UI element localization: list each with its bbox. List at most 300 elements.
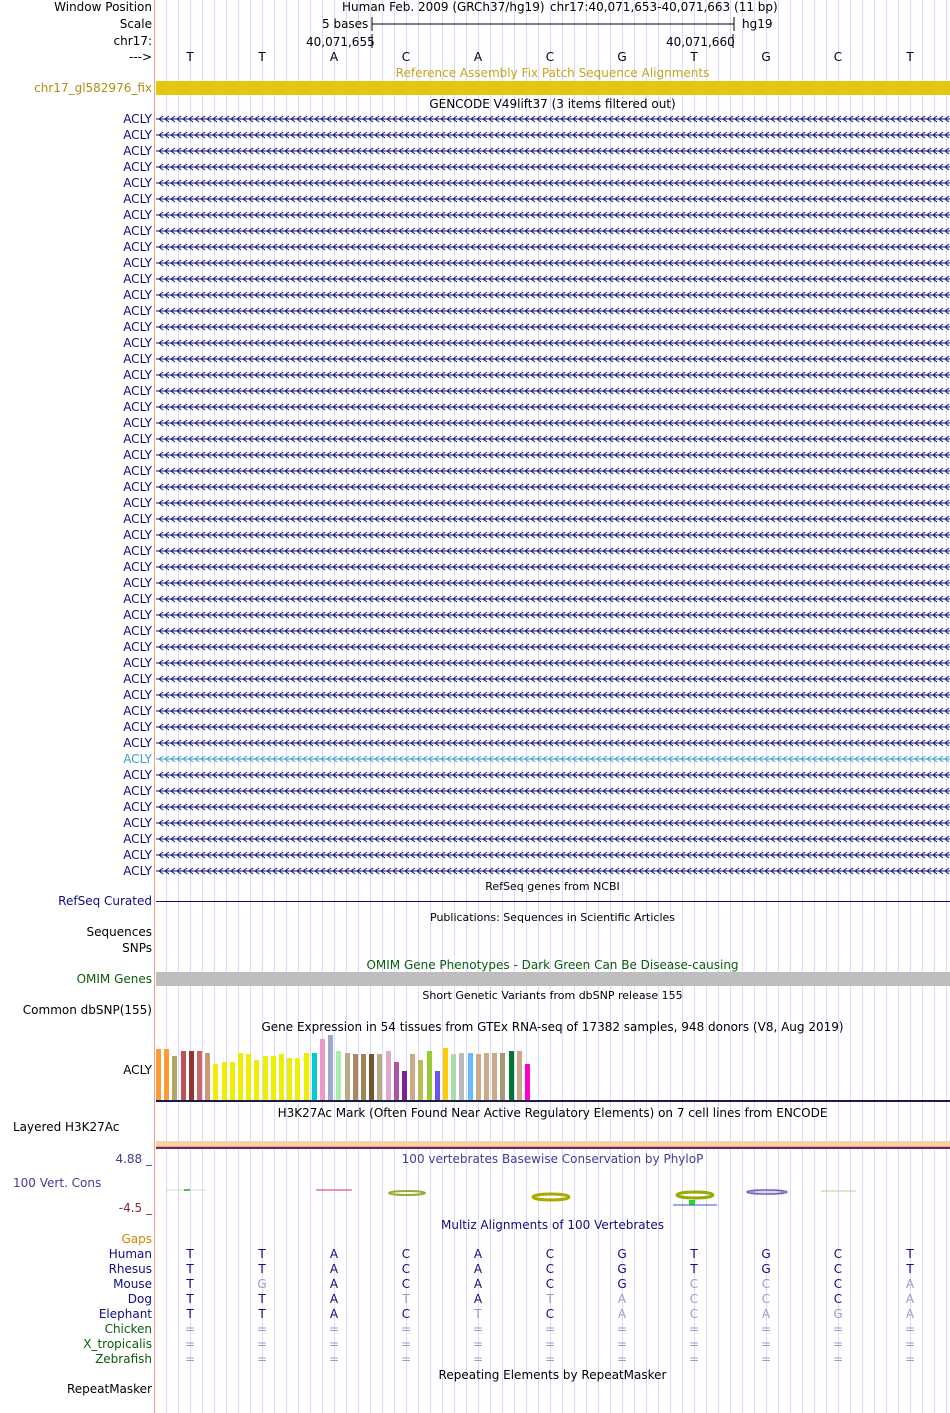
- gencode-gene-label[interactable]: ACLY: [123, 608, 152, 622]
- gencode-transcript-row[interactable]: [0, 159, 950, 175]
- gencode-transcript-row[interactable]: [0, 191, 950, 207]
- gtex-tissue-bar[interactable]: [435, 1071, 440, 1100]
- gencode-transcript-row[interactable]: [0, 815, 950, 831]
- gencode-intron-line[interactable]: [156, 367, 950, 383]
- multiz-base: C: [689, 1307, 699, 1321]
- coord-tick-left: [371, 34, 373, 48]
- gtex-tissue-bar[interactable]: [386, 1051, 391, 1100]
- omim-bar[interactable]: [156, 972, 950, 986]
- gencode-intron-line[interactable]: [156, 751, 950, 767]
- gencode-gene-label[interactable]: ACLY: [123, 160, 152, 174]
- multiz-base: T: [186, 1262, 194, 1276]
- gencode-gene-label[interactable]: ACLY: [123, 208, 152, 222]
- gtex-tissue-bar[interactable]: [476, 1054, 481, 1100]
- gencode-intron-line[interactable]: [156, 863, 950, 879]
- gtex-tissue-bar[interactable]: [410, 1054, 415, 1100]
- gencode-gene-label[interactable]: ACLY: [123, 688, 152, 702]
- gencode-gene-label[interactable]: ACLY: [123, 288, 152, 302]
- gtex-tissue-bar[interactable]: [509, 1051, 514, 1100]
- gencode-title: GENCODE V49lift37 (3 items filtered out): [429, 97, 676, 111]
- gencode-gene-label[interactable]: ACLY: [123, 624, 152, 638]
- gencode-gene-label[interactable]: ACLY: [123, 544, 152, 558]
- gencode-gene-label[interactable]: ACLY: [123, 224, 152, 238]
- multiz-base: T: [906, 1262, 914, 1276]
- multiz-base: A: [473, 1292, 483, 1306]
- gencode-intron-line[interactable]: [156, 799, 950, 815]
- multiz-gaps-label[interactable]: Gaps: [121, 1232, 152, 1246]
- multiz-base: T: [906, 1247, 914, 1261]
- multiz-base: =: [400, 1352, 412, 1366]
- gencode-transcript-row[interactable]: [0, 127, 950, 143]
- gencode-transcript-row[interactable]: [0, 415, 950, 431]
- gtex-tissue-bar[interactable]: [279, 1054, 284, 1100]
- gencode-gene-label[interactable]: ACLY: [123, 496, 152, 510]
- gencode-transcript-row[interactable]: [0, 175, 950, 191]
- multiz-base: A: [473, 1247, 483, 1261]
- gencode-gene-label[interactable]: ACLY: [123, 592, 152, 606]
- gtex-tissue-bar[interactable]: [181, 1051, 186, 1100]
- h3k27ac-label[interactable]: Layered H3K27Ac: [13, 1120, 120, 1134]
- gtex-tissue-bar[interactable]: [517, 1051, 522, 1100]
- gencode-transcript-row[interactable]: [0, 143, 950, 159]
- gencode-transcript-row[interactable]: [0, 783, 950, 799]
- multiz-base: C: [545, 1262, 555, 1276]
- gencode-gene-label[interactable]: ACLY: [123, 864, 152, 878]
- gtex-tissue-bar[interactable]: [418, 1060, 423, 1100]
- gencode-transcript-row[interactable]: [0, 287, 950, 303]
- gencode-gene-label[interactable]: ACLY: [123, 752, 152, 766]
- gtex-tissue-bar[interactable]: [468, 1053, 473, 1100]
- gencode-gene-label[interactable]: ACLY: [123, 416, 152, 430]
- gencode-transcript-row[interactable]: [0, 831, 950, 847]
- gencode-intron-line[interactable]: [156, 607, 950, 623]
- multiz-base: C: [689, 1292, 699, 1306]
- phylop-glyphs[interactable]: [156, 1180, 950, 1210]
- gencode-transcript-row[interactable]: [0, 319, 950, 335]
- gencode-transcript-row[interactable]: [0, 303, 950, 319]
- multiz-base: A: [329, 1262, 339, 1276]
- gencode-intron-line[interactable]: [156, 543, 950, 559]
- gencode-gene-label[interactable]: ACLY: [123, 736, 152, 750]
- multiz-base: T: [690, 1247, 698, 1261]
- gencode-gene-label[interactable]: ACLY: [123, 832, 152, 846]
- gencode-transcript-row[interactable]: [0, 223, 950, 239]
- gencode-gene-label[interactable]: ACLY: [123, 656, 152, 670]
- multiz-base: T: [546, 1292, 554, 1306]
- multiz-base: A: [329, 1247, 339, 1261]
- multiz-base: A: [329, 1307, 339, 1321]
- multiz-base: T: [258, 1247, 266, 1261]
- multiz-base: =: [904, 1322, 916, 1336]
- gencode-transcript-row[interactable]: [0, 495, 950, 511]
- multiz-base: T: [258, 1262, 266, 1276]
- gencode-transcript-row[interactable]: [0, 511, 950, 527]
- gencode-transcript-row[interactable]: [0, 367, 950, 383]
- gencode-intron-line[interactable]: [156, 175, 950, 191]
- gencode-transcript-row[interactable]: [0, 383, 950, 399]
- gencode-intron-line[interactable]: [156, 191, 950, 207]
- gencode-gene-label[interactable]: ACLY: [123, 144, 152, 158]
- multiz-base: =: [832, 1352, 844, 1366]
- gencode-intron-line[interactable]: [156, 223, 950, 239]
- gencode-transcript-row[interactable]: [0, 351, 950, 367]
- gencode-gene-label[interactable]: ACLY: [123, 304, 152, 318]
- gencode-intron-line[interactable]: [156, 111, 950, 127]
- gtex-tissue-bar[interactable]: [377, 1054, 382, 1100]
- multiz-base: A: [473, 1277, 483, 1291]
- gencode-transcript-row[interactable]: [0, 271, 950, 287]
- coord-tick-right: [732, 34, 734, 48]
- multiz-base: T: [186, 1307, 194, 1321]
- gtex-tissue-bar[interactable]: [492, 1053, 497, 1100]
- gencode-transcript-row[interactable]: [0, 767, 950, 783]
- assembly-name: Human Feb. 2009 (GRCh37/hg19): [342, 0, 545, 14]
- multiz-base: G: [833, 1307, 843, 1321]
- gtex-tissue-bar[interactable]: [328, 1035, 333, 1100]
- gtex-tissue-bar[interactable]: [254, 1060, 259, 1100]
- gencode-transcript-row[interactable]: [0, 703, 950, 719]
- multiz-base: =: [544, 1337, 556, 1351]
- gencode-intron-line[interactable]: [156, 687, 950, 703]
- multiz-species-label[interactable]: Elephant: [98, 1307, 152, 1321]
- gencode-intron-line[interactable]: [156, 319, 950, 335]
- gencode-intron-line[interactable]: [156, 559, 950, 575]
- reference-base: A: [329, 50, 339, 64]
- refseq-label[interactable]: RefSeq Curated: [58, 894, 152, 908]
- gtex-tissue-bar[interactable]: [484, 1053, 489, 1100]
- multiz-base: C: [401, 1307, 411, 1321]
- multiz-base: C: [545, 1277, 555, 1291]
- gencode-transcript-row[interactable]: [0, 591, 950, 607]
- scale-bar-label: 5 bases: [322, 17, 369, 31]
- gtex-tissue-bar[interactable]: [156, 1049, 161, 1100]
- multiz-base: =: [688, 1352, 700, 1366]
- multiz-base: =: [616, 1322, 628, 1336]
- gencode-transcript-row[interactable]: [0, 447, 950, 463]
- gencode-gene-label[interactable]: ACLY: [123, 672, 152, 686]
- gencode-gene-label[interactable]: ACLY: [123, 240, 152, 254]
- multiz-base: C: [689, 1277, 699, 1291]
- window-position-label: Window Position: [54, 0, 152, 14]
- gencode-intron-line[interactable]: [156, 735, 950, 751]
- gencode-gene-label[interactable]: ACLY: [123, 112, 152, 126]
- multiz-species-label[interactable]: Dog: [127, 1292, 152, 1306]
- multiz-base: =: [184, 1337, 196, 1351]
- multiz-base: A: [617, 1307, 627, 1321]
- gtex-tissue-bar[interactable]: [189, 1051, 194, 1100]
- publications-title: Publications: Sequences in Scientific Articles: [430, 911, 675, 924]
- gtex-gene-label[interactable]: ACLY: [123, 1063, 152, 1077]
- gencode-intron-line[interactable]: [156, 447, 950, 463]
- gencode-transcript-row[interactable]: [0, 559, 950, 575]
- gtex-tissue-bar[interactable]: [271, 1056, 276, 1100]
- gencode-intron-line[interactable]: [156, 783, 950, 799]
- gencode-gene-label[interactable]: ACLY: [123, 272, 152, 286]
- gencode-transcript-row[interactable]: [0, 719, 950, 735]
- gencode-gene-label[interactable]: ACLY: [123, 128, 152, 142]
- multiz-base: T: [474, 1307, 482, 1321]
- gtex-tissue-bar[interactable]: [525, 1064, 530, 1100]
- gencode-intron-line[interactable]: [156, 815, 950, 831]
- multiz-base: T: [402, 1292, 410, 1306]
- gencode-gene-label[interactable]: ACLY: [123, 512, 152, 526]
- gencode-gene-label[interactable]: ACLY: [123, 576, 152, 590]
- multiz-base: =: [616, 1352, 628, 1366]
- gtex-tissue-bar[interactable]: [295, 1058, 300, 1100]
- multiz-base: T: [690, 1262, 698, 1276]
- gencode-intron-line[interactable]: [156, 239, 950, 255]
- gtex-tissue-bar[interactable]: [172, 1056, 177, 1100]
- gencode-transcript-row[interactable]: [0, 463, 950, 479]
- gencode-transcript-row[interactable]: [0, 335, 950, 351]
- gencode-transcript-row[interactable]: [0, 655, 950, 671]
- gencode-intron-line[interactable]: [156, 431, 950, 447]
- gencode-transcript-row[interactable]: [0, 623, 950, 639]
- gencode-transcript-row[interactable]: [0, 847, 950, 863]
- gencode-intron-line[interactable]: [156, 575, 950, 591]
- fix-patch-label[interactable]: chr17_gl582976_fix: [34, 81, 152, 95]
- fix-patch-bar[interactable]: [156, 81, 950, 95]
- repeatmasker-label[interactable]: RepeatMasker: [66, 1382, 152, 1396]
- gencode-transcript-row[interactable]: [0, 255, 950, 271]
- gencode-intron-line[interactable]: [156, 127, 950, 143]
- gtex-tissue-bar[interactable]: [312, 1053, 317, 1100]
- multiz-species-label[interactable]: Human: [108, 1247, 152, 1261]
- gencode-intron-line[interactable]: [156, 719, 950, 735]
- gencode-gene-label[interactable]: ACLY: [123, 368, 152, 382]
- gtex-tissue-bar[interactable]: [500, 1053, 505, 1100]
- multiz-base: =: [832, 1337, 844, 1351]
- gencode-gene-label[interactable]: ACLY: [123, 400, 152, 414]
- gencode-gene-label[interactable]: ACLY: [123, 816, 152, 830]
- pub-snps-label[interactable]: SNPs: [122, 941, 152, 955]
- gencode-gene-label[interactable]: ACLY: [123, 480, 152, 494]
- multiz-base: T: [186, 1247, 194, 1261]
- gencode-intron-line[interactable]: [156, 255, 950, 271]
- gencode-transcript-row[interactable]: [0, 479, 950, 495]
- gtex-tissue-bar[interactable]: [459, 1053, 464, 1100]
- gencode-gene-label[interactable]: ACLY: [123, 384, 152, 398]
- gtex-tissue-bar[interactable]: [263, 1056, 268, 1100]
- gencode-gene-label[interactable]: ACLY: [123, 352, 152, 366]
- pub-sequences-label[interactable]: Sequences: [86, 925, 152, 939]
- gencode-intron-line[interactable]: [156, 671, 950, 687]
- multiz-base: A: [617, 1292, 627, 1306]
- multiz-base: =: [328, 1352, 340, 1366]
- scale-label: Scale: [119, 17, 152, 31]
- multiz-base: =: [832, 1322, 844, 1336]
- gencode-intron-line[interactable]: [156, 847, 950, 863]
- position-readout: chr17:40,071,653-40,071,663 (11 bp): [550, 0, 778, 14]
- gencode-intron-line[interactable]: [156, 271, 950, 287]
- gencode-intron-line[interactable]: [156, 463, 950, 479]
- multiz-base: =: [904, 1337, 916, 1351]
- multiz-base: C: [545, 1247, 555, 1261]
- gencode-transcript-row[interactable]: [0, 751, 950, 767]
- multiz-species-label[interactable]: X_tropicalis: [83, 1337, 152, 1351]
- gencode-gene-label[interactable]: ACLY: [123, 848, 152, 862]
- multiz-base: C: [545, 1307, 555, 1321]
- gencode-transcript-row[interactable]: [0, 431, 950, 447]
- gencode-intron-line[interactable]: [156, 399, 950, 415]
- gtex-tissue-bar[interactable]: [320, 1039, 325, 1100]
- gtex-tissue-bar[interactable]: [336, 1051, 341, 1100]
- gencode-intron-line[interactable]: [156, 831, 950, 847]
- gtex-tissue-bar[interactable]: [402, 1071, 407, 1100]
- strand-toggle[interactable]: --->: [128, 50, 152, 64]
- gencode-intron-line[interactable]: [156, 351, 950, 367]
- gencode-transcript-row[interactable]: [0, 687, 950, 703]
- gencode-gene-label[interactable]: ACLY: [123, 528, 152, 542]
- gencode-intron-line[interactable]: [156, 383, 950, 399]
- phylop-title: 100 vertebrates Basewise Conservation by PhyloP: [401, 1152, 704, 1166]
- multiz-base: A: [761, 1307, 771, 1321]
- multiz-base: A: [905, 1307, 915, 1321]
- multiz-base: A: [473, 1262, 483, 1276]
- gencode-intron-line[interactable]: [156, 479, 950, 495]
- phylop-label[interactable]: 100 Vert. Cons: [13, 1176, 102, 1190]
- gtex-tissue-bar[interactable]: [394, 1062, 399, 1100]
- gencode-transcript-row[interactable]: [0, 671, 950, 687]
- gencode-intron-line[interactable]: [156, 415, 950, 431]
- gtex-tissue-bar[interactable]: [197, 1051, 202, 1100]
- gencode-intron-line[interactable]: [156, 495, 950, 511]
- omim-title: OMIM Gene Phenotypes - Dark Green Can Be Disease-causing: [366, 958, 739, 972]
- gencode-intron-line[interactable]: [156, 143, 950, 159]
- gencode-gene-label[interactable]: ACLY: [123, 464, 152, 478]
- refseq-line[interactable]: [156, 901, 950, 902]
- multiz-base: A: [329, 1292, 339, 1306]
- multiz-base: =: [544, 1322, 556, 1336]
- gencode-intron-line[interactable]: [156, 527, 950, 543]
- multiz-base: =: [184, 1322, 196, 1336]
- omim-label[interactable]: OMIM Genes: [76, 972, 152, 986]
- gtex-tissue-bar[interactable]: [427, 1051, 432, 1100]
- gencode-gene-label[interactable]: ACLY: [123, 320, 152, 334]
- gencode-intron-line[interactable]: [156, 591, 950, 607]
- reference-base: G: [617, 50, 627, 64]
- dbsnp-title: Short Genetic Variants from dbSNP release 155: [422, 989, 683, 1002]
- gencode-transcript-row[interactable]: [0, 799, 950, 815]
- gencode-intron-line[interactable]: [156, 767, 950, 783]
- multiz-base: C: [401, 1277, 411, 1291]
- reference-base: C: [545, 50, 555, 64]
- gtex-tissue-bar[interactable]: [353, 1054, 358, 1100]
- gencode-gene-label[interactable]: ACLY: [123, 768, 152, 782]
- gencode-transcript-row[interactable]: [0, 239, 950, 255]
- gencode-gene-label[interactable]: ACLY: [123, 704, 152, 718]
- gencode-intron-line[interactable]: [156, 703, 950, 719]
- multiz-base: C: [761, 1277, 771, 1291]
- gencode-transcript-row[interactable]: [0, 543, 950, 559]
- multiz-species-label[interactable]: Chicken: [104, 1322, 152, 1336]
- gencode-transcript-row[interactable]: [0, 111, 950, 127]
- gencode-gene-label[interactable]: ACLY: [123, 640, 152, 654]
- gencode-gene-label[interactable]: ACLY: [123, 176, 152, 190]
- gtex-tissue-bar[interactable]: [205, 1053, 210, 1100]
- gtex-tissue-bar[interactable]: [361, 1054, 366, 1100]
- gencode-gene-label[interactable]: ACLY: [123, 192, 152, 206]
- gencode-transcript-row[interactable]: [0, 575, 950, 591]
- multiz-base: =: [400, 1337, 412, 1351]
- coord-left: 40,071,655: [306, 35, 375, 49]
- gencode-gene-label[interactable]: ACLY: [123, 256, 152, 270]
- gencode-gene-label[interactable]: ACLY: [123, 800, 152, 814]
- multiz-base: =: [472, 1352, 484, 1366]
- gencode-intron-line[interactable]: [156, 159, 950, 175]
- gtex-tissue-bar[interactable]: [451, 1054, 456, 1100]
- multiz-base: C: [833, 1292, 843, 1306]
- multiz-species-label[interactable]: Zebrafish: [95, 1352, 152, 1366]
- gencode-intron-line[interactable]: [156, 655, 950, 671]
- gencode-intron-line[interactable]: [156, 207, 950, 223]
- multiz-base: =: [328, 1337, 340, 1351]
- gencode-transcript-row[interactable]: [0, 527, 950, 543]
- gtex-tissue-bar[interactable]: [304, 1053, 309, 1100]
- multiz-base: G: [617, 1247, 627, 1261]
- multiz-base: =: [472, 1337, 484, 1351]
- gtex-tissue-bar[interactable]: [222, 1062, 227, 1100]
- multiz-base: =: [760, 1322, 772, 1336]
- gencode-intron-line[interactable]: [156, 511, 950, 527]
- gencode-transcript-row[interactable]: [0, 399, 950, 415]
- multiz-species-label[interactable]: Mouse: [113, 1277, 152, 1291]
- dbsnp-label[interactable]: Common dbSNP(155): [22, 1003, 152, 1017]
- multiz-base: A: [905, 1277, 915, 1291]
- gencode-gene-label[interactable]: ACLY: [123, 720, 152, 734]
- gtex-tissue-bar[interactable]: [230, 1062, 235, 1100]
- gencode-intron-line[interactable]: [156, 623, 950, 639]
- gtex-tissue-bar[interactable]: [246, 1054, 251, 1100]
- multiz-base: =: [256, 1337, 268, 1351]
- multiz-title: Multiz Alignments of 100 Vertebrates: [440, 1218, 665, 1232]
- coord-right: 40,071,660: [666, 35, 735, 49]
- gencode-transcript-row[interactable]: [0, 863, 950, 879]
- multiz-base: =: [256, 1322, 268, 1336]
- gtex-tissue-bar[interactable]: [369, 1054, 374, 1100]
- gencode-intron-line[interactable]: [156, 335, 950, 351]
- gtex-tissue-bar[interactable]: [443, 1048, 448, 1100]
- gencode-transcript-row[interactable]: [0, 735, 950, 751]
- multiz-base: T: [258, 1292, 266, 1306]
- gencode-intron-line[interactable]: [156, 303, 950, 319]
- gencode-transcript-row[interactable]: [0, 639, 950, 655]
- multiz-base: A: [905, 1292, 915, 1306]
- multiz-base: =: [256, 1352, 268, 1366]
- gtex-tissue-bar[interactable]: [238, 1053, 243, 1100]
- multiz-base: =: [760, 1352, 772, 1366]
- multiz-species-label[interactable]: Rhesus: [108, 1262, 152, 1276]
- gencode-intron-line[interactable]: [156, 287, 950, 303]
- multiz-base: T: [258, 1307, 266, 1321]
- gencode-gene-label[interactable]: ACLY: [123, 336, 152, 350]
- gencode-gene-label[interactable]: ACLY: [123, 784, 152, 798]
- h3k27ac-title: H3K27Ac Mark (Often Found Near Active Regulatory Elements) on 7 cell lines from ENCODE: [277, 1106, 828, 1120]
- multiz-base: A: [329, 1277, 339, 1291]
- gtex-tissue-bar[interactable]: [213, 1064, 218, 1100]
- gencode-gene-label[interactable]: ACLY: [123, 560, 152, 574]
- gencode-intron-line[interactable]: [156, 639, 950, 655]
- reference-base: G: [761, 50, 771, 64]
- multiz-base: G: [617, 1262, 627, 1276]
- gencode-transcript-row[interactable]: [0, 607, 950, 623]
- gencode-transcript-row[interactable]: [0, 207, 950, 223]
- gencode-gene-label[interactable]: ACLY: [123, 432, 152, 446]
- gtex-tissue-bar[interactable]: [345, 1053, 350, 1100]
- gencode-gene-label[interactable]: ACLY: [123, 448, 152, 462]
- gtex-tissue-bar[interactable]: [287, 1058, 292, 1100]
- gtex-tissue-bar[interactable]: [164, 1049, 169, 1100]
